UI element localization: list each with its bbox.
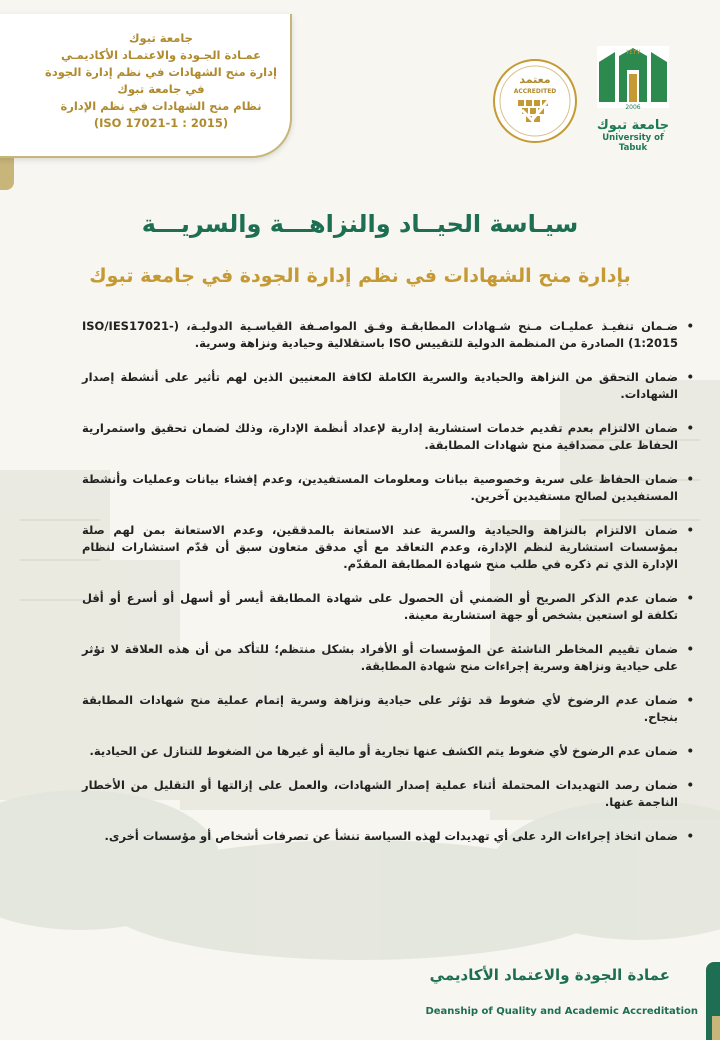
bullet-icon: • bbox=[686, 370, 694, 384]
seal-english-text: ACCREDITED bbox=[513, 88, 557, 95]
bullet-icon: • bbox=[686, 319, 694, 333]
bullet-icon: • bbox=[686, 472, 694, 486]
header-line: (ISO 17021-1 : 2015) bbox=[93, 116, 229, 130]
policy-text: ضمان تقييم المخاطر الناشئة عن المؤسسات أو الأفراد بشكل منتظم؛ للتأكد من أن هذه العلاقة لا تؤثر على حيادية ونزاهة وسرية إجراءات منح شهادة المطابقة. bbox=[82, 642, 678, 673]
university-name-ar: جامعة تبوك bbox=[596, 118, 670, 133]
header-line: إدارة منح الشهادات في نظم إدارة الجودة bbox=[45, 65, 277, 79]
bullet-icon: • bbox=[686, 778, 694, 792]
bullet-icon: • bbox=[686, 591, 694, 605]
page-subtitle: بإدارة منح الشهادات في نظم إدارة الجودة في جامعة تبوك bbox=[89, 265, 631, 287]
policy-item bbox=[82, 641, 694, 675]
bullet-icon: • bbox=[686, 523, 694, 537]
policy-item bbox=[82, 471, 694, 505]
policy-text: ضمان الالتزام بعدم تقديم خدمات استشارية إدارية لإعداد أنظمة الإدارة، وذلك لضمان تحقيق واستمرارية الحفاظ على مصداقية منح شهادات المطابقة. bbox=[82, 421, 678, 452]
university-name-en: University of Tabuk bbox=[602, 133, 664, 153]
accredited-seal-logo bbox=[492, 58, 578, 144]
header-line: عمـادة الجـودة والاعتمـاد الأكاديمـي bbox=[61, 48, 261, 62]
policy-item bbox=[82, 522, 694, 573]
policy-item bbox=[82, 590, 694, 624]
policy-item bbox=[82, 318, 694, 352]
footer-deanship-ar: عمادة الجودة والاعتماد الأكاديمي bbox=[429, 966, 670, 984]
policy-text: ضمان الالتزام بالنزاهة والحيادية والسرية عند الاستعانة بالمدققين، وعدم الاستعانة بمن لهم صلة بمؤسسات استشارية لنظم الإدارة، وعدم التعاقد مع أي مدقق متعاون سبق أن قدّم استشارات لنظام الإدارة الذي تم ذكره في طلب منح شهادة المطابقة المقدّم. bbox=[82, 523, 678, 571]
bullet-icon: • bbox=[686, 421, 694, 435]
policy-text: ضمان التحقق من النزاهة والحيادية والسرية الكاملة لكافة المعنيين الذين لهم تأثير على أنشطة إصدار الشهادات. bbox=[82, 370, 678, 401]
policy-text: ضمان الحفاظ على سرية وخصوصية بيانات ومعلومات المستفيدين، وعدم إفشاء بيانات وعمليات وأنشطة المستفيدين لصالح مستفيدين آخرين. bbox=[82, 472, 678, 503]
header-text-block bbox=[30, 30, 292, 132]
page-title: سيـاسة الحيــاد والنزاهـــة والسريـــة bbox=[141, 210, 579, 238]
footer-gold-bar bbox=[712, 1016, 720, 1040]
policy-text: ضمان عدم الرضوخ لأي ضغوط قد تؤثر على حيادية ونزاهة وسرية إتمام عملية منح شهادات المطابقة بنجاح. bbox=[82, 693, 678, 724]
policy-list bbox=[82, 318, 694, 845]
policy-item bbox=[82, 420, 694, 454]
policy-text: ضمان عدم الذكر الصريح أو الضمني أن الحصول على شهادة المطابقة أيسر أو أسهل أو أسرع أو أقل تكلفة لو استعين بشخص أو جهة استشارية معينة. bbox=[82, 591, 678, 622]
policy-item bbox=[82, 743, 694, 760]
bullet-icon: • bbox=[686, 829, 694, 843]
university-emblem-icon bbox=[593, 42, 673, 112]
university-logo bbox=[588, 42, 678, 152]
header-line: جامعة تبوك bbox=[129, 31, 193, 45]
footer-deanship-en: Deanship of Quality and Academic Accreditation bbox=[425, 1006, 698, 1017]
policy-text: ضمان رصد التهديدات المحتملة أثناء عملية إصدار الشهادات، والعمل على إزالتها أو التقليل من الأخطار الناجمة عنها. bbox=[82, 778, 678, 809]
header-line: نظام منح الشهادات في نظم الإدارة bbox=[60, 99, 262, 113]
seal-arabic-text: معتمد bbox=[519, 73, 551, 86]
policy-item bbox=[82, 369, 694, 403]
policy-text: ضـمان تنفيـذ عمليـات مـنح شـهادات المطابقـة وفـق المواصـفة القياسـية الدوليـة، (ISO/IES17021-1:2015) الصادرة من المنظمة الدولية للتقييس ISO باستقلالية وحيادية ونزاهة وسرية. bbox=[82, 319, 678, 350]
university-year-hijri: ١٤٢٧ bbox=[625, 48, 641, 56]
bullet-icon: • bbox=[686, 744, 694, 758]
bullet-icon: • bbox=[686, 693, 694, 707]
policy-item bbox=[82, 777, 694, 811]
policy-text: ضمان عدم الرضوخ لأي ضغوط يتم الكشف عنها تجارية أو مالية أو غيرها من الضغوط للتنازل عن الحيادية. bbox=[89, 744, 678, 758]
policy-text: ضمان اتخاذ إجراءات الرد على أي تهديدات لهذه السياسة تنشأ عن تصرفات أشخاص أو مؤسسات أخرى. bbox=[104, 829, 678, 843]
header-line: في جامعة تبوك bbox=[117, 82, 205, 96]
university-year: 2006 bbox=[625, 104, 641, 111]
policy-item bbox=[82, 828, 694, 845]
bullet-icon: • bbox=[686, 642, 694, 656]
policy-item bbox=[82, 692, 694, 726]
